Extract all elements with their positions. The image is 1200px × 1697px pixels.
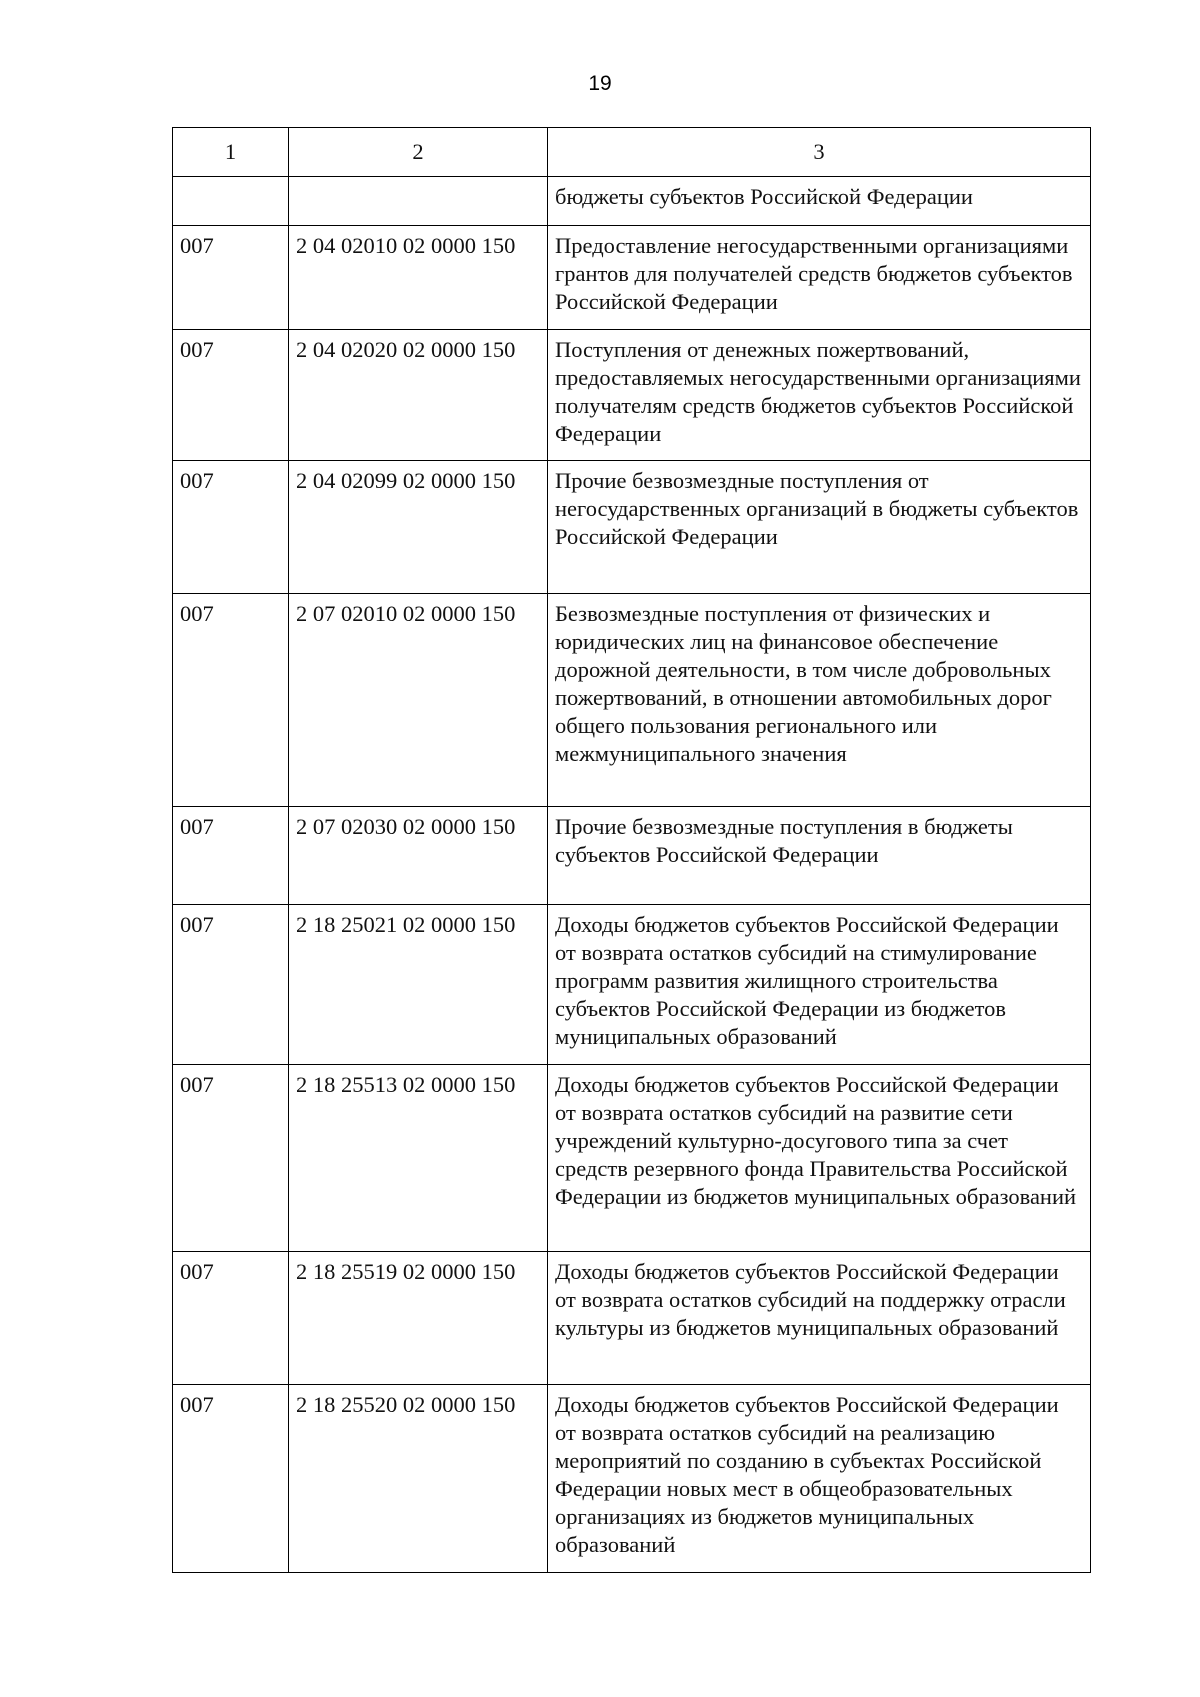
budget-code-cell: 2 18 25513 02 0000 150	[289, 1065, 548, 1252]
header-col-1: 1	[173, 128, 289, 177]
admin-code-cell: 007	[173, 1065, 289, 1252]
budget-code-cell: 2 04 02010 02 0000 150	[289, 226, 548, 330]
description-cell: Прочие безвозмездные поступления от негосударственных организаций в бюджеты субъектов Российской Федерации	[548, 461, 1091, 594]
table-row	[173, 177, 1091, 226]
table-row	[173, 461, 1091, 594]
table-row	[173, 905, 1091, 1065]
table-row	[173, 330, 1091, 461]
description-cell: Предоставление негосударственными организациями грантов для получателей средств бюджетов субъектов Российской Федерации	[548, 226, 1091, 330]
header-col-2: 2	[289, 128, 548, 177]
table-row	[173, 1065, 1091, 1252]
budget-code-cell: 2 07 02010 02 0000 150	[289, 594, 548, 807]
table-row	[173, 1385, 1091, 1573]
description-cell: Доходы бюджетов субъектов Российской Федерации от возврата остатков субсидий на развитие сети учреждений культурно-досугового типа за счет средств резервного фонда Правительства Российской Федерации из бюджетов муниципальных образований	[548, 1065, 1091, 1252]
budget-code-cell: 2 04 02099 02 0000 150	[289, 461, 548, 594]
admin-code-cell: 007	[173, 1385, 289, 1573]
budget-code-cell	[289, 177, 548, 226]
description-cell: Поступления от денежных пожертвований, предоставляемых негосударственными организациями получателям средств бюджетов субъектов Российской Федерации	[548, 330, 1091, 461]
budget-code-cell: 2 18 25021 02 0000 150	[289, 905, 548, 1065]
budget-code-cell: 2 07 02030 02 0000 150	[289, 807, 548, 905]
admin-code-cell: 007	[173, 1252, 289, 1385]
description-cell: Доходы бюджетов субъектов Российской Федерации от возврата остатков субсидий на реализацию мероприятий по созданию в субъектах Российской Федерации новых мест в общеобразовательных организациях из бюджетов муниципальных образований	[548, 1385, 1091, 1573]
table-row	[173, 1252, 1091, 1385]
description-cell: Безвозмездные поступления от физических и юридических лиц на финансовое обеспечение дорожной деятельности, в том числе добровольных пожертвований, в отношении автомобильных дорог общего пользования регионального или межмуниципального значения	[548, 594, 1091, 807]
table-row	[173, 594, 1091, 807]
budget-code-cell: 2 18 25519 02 0000 150	[289, 1252, 548, 1385]
admin-code-cell	[173, 177, 289, 226]
admin-code-cell: 007	[173, 461, 289, 594]
admin-code-cell: 007	[173, 330, 289, 461]
header-col-3: 3	[548, 128, 1091, 177]
admin-code-cell: 007	[173, 905, 289, 1065]
table-header-row	[173, 128, 1091, 177]
budget-code-cell: 2 04 02020 02 0000 150	[289, 330, 548, 461]
table-row	[173, 807, 1091, 905]
description-cell: Доходы бюджетов субъектов Российской Федерации от возврата остатков субсидий на стимулирование программ развития жилищного строительства субъектов Российской Федерации из бюджетов муниципальных образований	[548, 905, 1091, 1065]
revenue-codes-table	[172, 127, 1091, 1573]
budget-code-cell: 2 18 25520 02 0000 150	[289, 1385, 548, 1573]
admin-code-cell: 007	[173, 594, 289, 807]
admin-code-cell: 007	[173, 226, 289, 330]
description-cell: Прочие безвозмездные поступления в бюджеты субъектов Российской Федерации	[548, 807, 1091, 905]
description-cell: бюджеты субъектов Российской Федерации	[548, 177, 1091, 226]
description-cell: Доходы бюджетов субъектов Российской Федерации от возврата остатков субсидий на поддержку отрасли культуры из бюджетов муниципальных образований	[548, 1252, 1091, 1385]
admin-code-cell: 007	[173, 807, 289, 905]
page-number: 19	[588, 72, 612, 95]
table-row	[173, 226, 1091, 330]
